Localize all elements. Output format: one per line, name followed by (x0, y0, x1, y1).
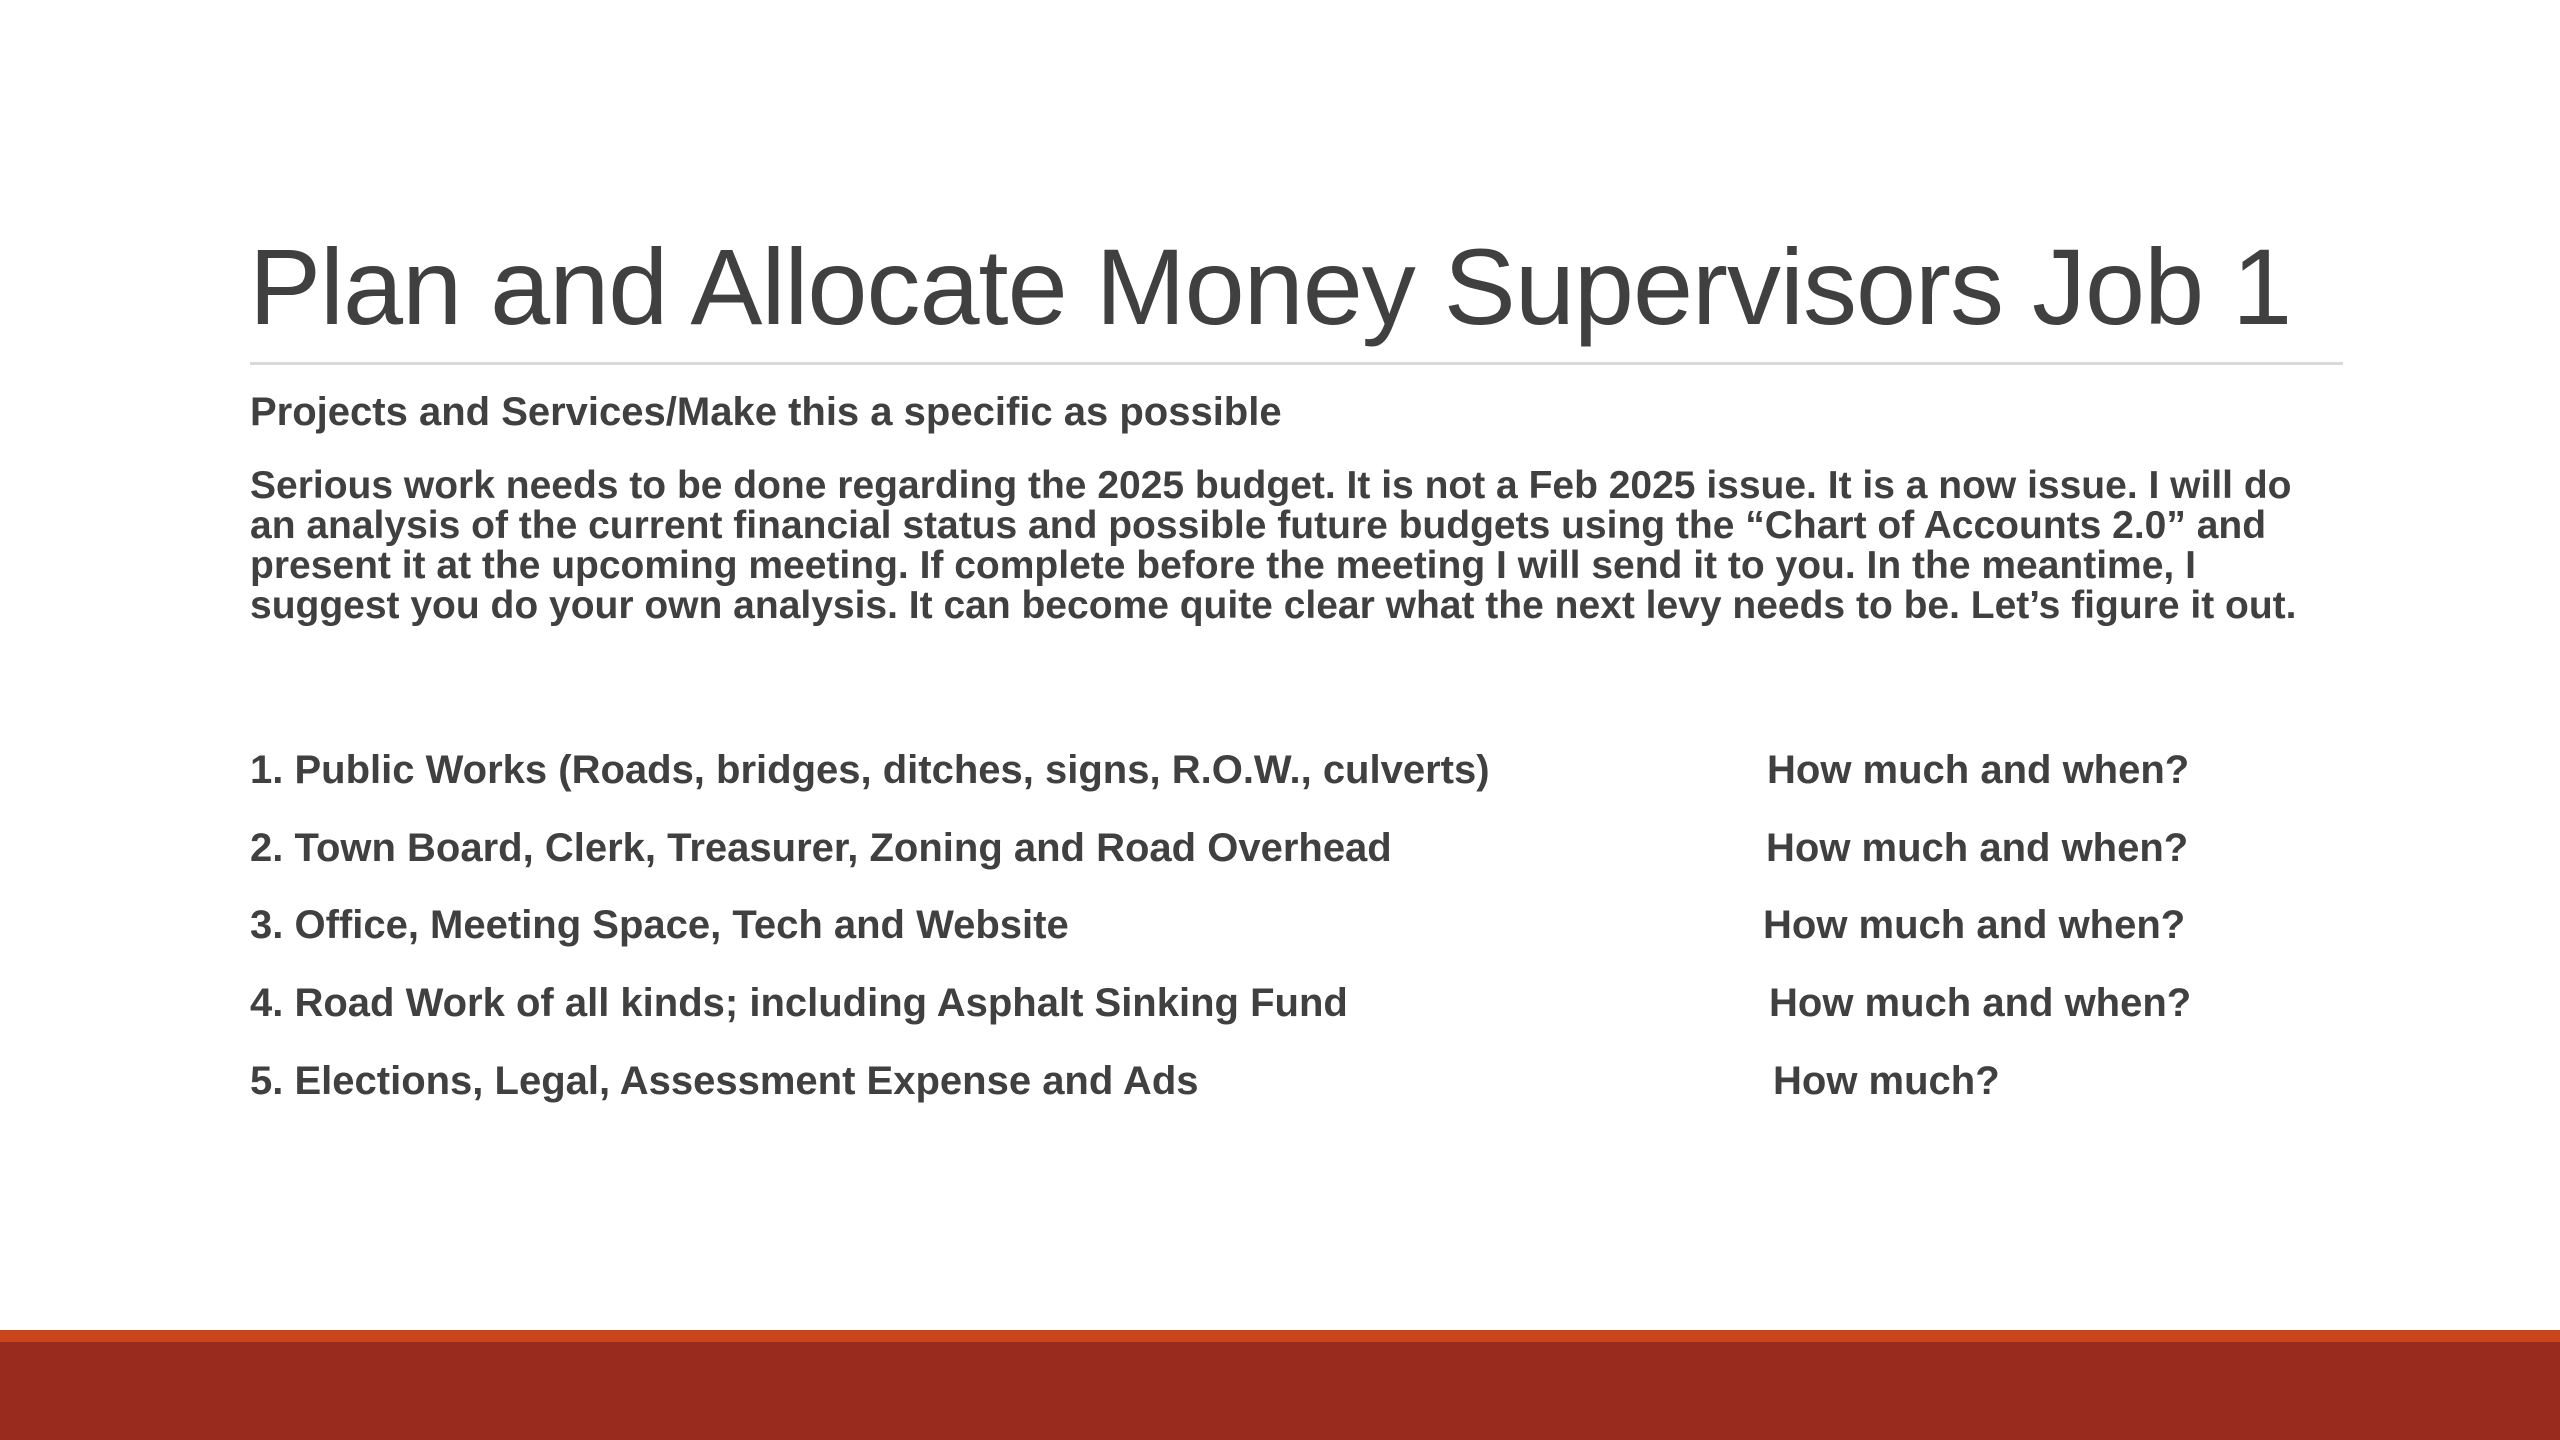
list-item-question: How much? (1773, 1059, 2000, 1103)
footer-band (0, 1342, 2560, 1440)
list-item-question: How much and when? (1769, 981, 2192, 1025)
list-item-label: 2. Town Board, Clerk, Treasurer, Zoning and Road Overhead (250, 826, 1392, 870)
slide-title: Plan and Allocate Money Supervisors Job 1 (249, 226, 2292, 347)
list-item (250, 977, 2350, 1029)
list-item-label: 3. Office, Meeting Space, Tech and Website (250, 903, 1069, 947)
list-item (250, 822, 2350, 874)
list-item (250, 899, 2350, 951)
list-item (250, 1055, 2350, 1107)
list-item (250, 744, 2350, 796)
title-divider (250, 362, 2343, 365)
footer-accent-stripe (0, 1330, 2560, 1342)
list-item-question: How much and when? (1767, 748, 2190, 792)
body-paragraph: Serious work needs to be done regarding the 2025 budget. It is not a Feb 2025 issue. It is a now issue. I will do an analysis of the current financial status and possible future budgets using the “Chart of Accounts 2.0” and present it at the upcoming meeting. If complete before the meeting I will send it to you. In the meantime, I suggest you do your own analysis. It can become quite clear what the next levy needs to be. Let’s figure it out. (250, 464, 2297, 627)
slide-subtitle: Projects and Services/Make this a specific as possible (250, 390, 1282, 434)
list-item-label: 4. Road Work of all kinds; including Asphalt Sinking Fund (250, 981, 1348, 1025)
list-item-label: 5. Elections, Legal, Assessment Expense and Ads (250, 1059, 1199, 1103)
list-item-question: How much and when? (1766, 826, 2189, 870)
list-item-label: 1. Public Works (Roads, bridges, ditches, signs, R.O.W., culverts) (250, 748, 1490, 792)
list-item-question: How much and when? (1763, 903, 2186, 947)
